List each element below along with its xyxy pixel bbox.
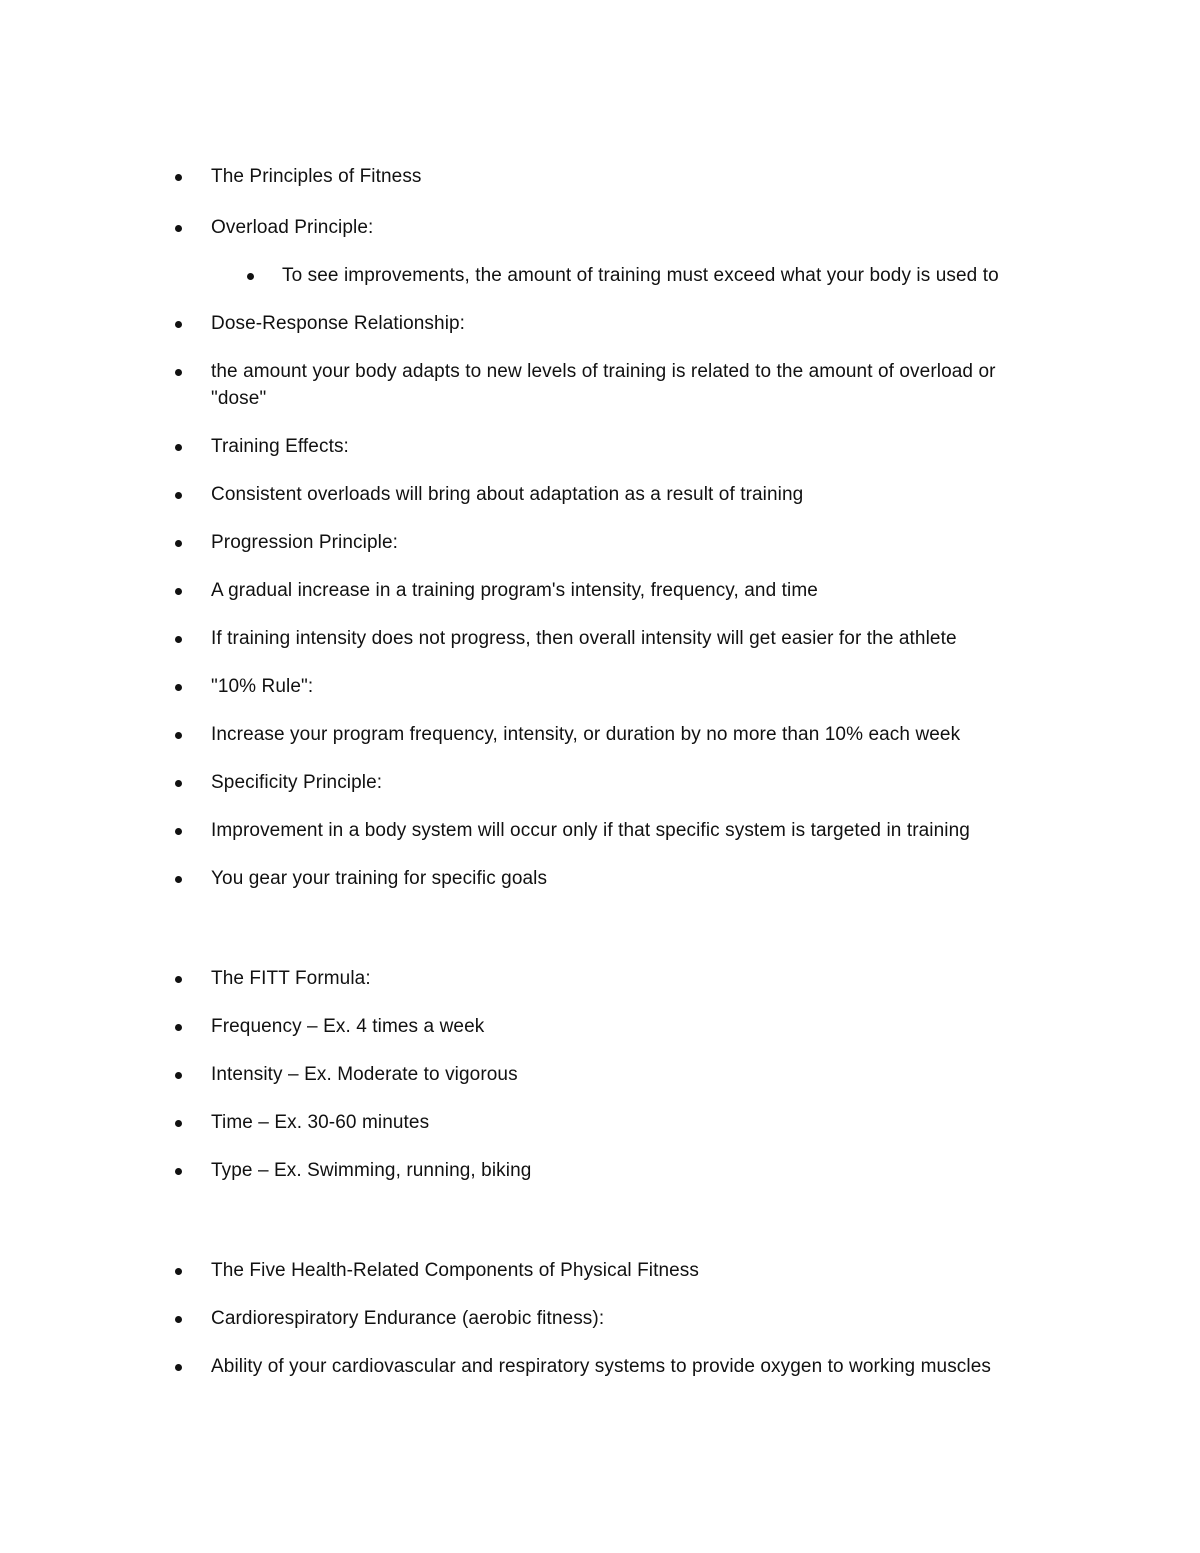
list-item-text: A gradual increase in a training program's intensity, frequency, and time xyxy=(211,580,818,601)
list-item-text: the amount your body adapts to new levels of training is related to the amount of overload or "dose" xyxy=(211,361,996,409)
bullet-icon xyxy=(175,321,182,328)
list-item xyxy=(211,1013,1051,1040)
list-item-text: If training intensity does not progress, then overall intensity will get easier for the athlete xyxy=(211,628,957,649)
list-item-text: Ability of your cardiovascular and respiratory systems to provide oxygen to working muscles xyxy=(211,1356,991,1377)
list-item-text: The Five Health-Related Components of Physical Fitness xyxy=(211,1260,700,1281)
bullet-icon xyxy=(175,976,182,983)
bullet-icon xyxy=(175,1120,182,1127)
list-item xyxy=(211,433,1051,460)
list-item-text: Frequency – Ex. 4 times a week xyxy=(211,1016,485,1037)
list-item xyxy=(211,358,1051,412)
list-item-text: Improvement in a body system will occur only if that specific system is targeted in training xyxy=(211,820,970,841)
bullet-icon xyxy=(175,225,182,232)
bullet-icon xyxy=(175,876,182,883)
list-item xyxy=(211,1157,1051,1184)
list-item-text: Time – Ex. 30-60 minutes xyxy=(211,1112,430,1133)
list-item xyxy=(211,965,1051,992)
list-item-text: Training Effects: xyxy=(211,436,349,457)
list-item-text: Type – Ex. Swimming, running, biking xyxy=(211,1160,532,1181)
list-item xyxy=(211,1305,1051,1332)
bullet-icon xyxy=(175,540,182,547)
bullet-icon xyxy=(175,684,182,691)
list-item xyxy=(211,1109,1051,1136)
list-item-text: Dose-Response Relationship: xyxy=(211,313,466,334)
bullet-icon xyxy=(175,1268,182,1275)
list-item-text: Specificity Principle: xyxy=(211,772,383,793)
list-item xyxy=(282,262,1122,289)
list-item xyxy=(211,1353,1051,1380)
list-item xyxy=(211,310,1051,337)
list-item xyxy=(211,577,1051,604)
bullet-icon xyxy=(175,732,182,739)
list-item xyxy=(211,721,1051,748)
list-item xyxy=(211,1257,1051,1284)
list-item xyxy=(211,163,1051,190)
list-item xyxy=(211,625,1051,652)
list-item-text: Consistent overloads will bring about adaptation as a result of training xyxy=(211,484,804,505)
list-item-text: Intensity – Ex. Moderate to vigorous xyxy=(211,1064,518,1085)
bullet-icon xyxy=(175,1316,182,1323)
list-item-text: "10% Rule": xyxy=(211,676,314,697)
bullet-icon xyxy=(175,828,182,835)
bullet-icon xyxy=(175,1364,182,1371)
list-item xyxy=(211,529,1051,556)
list-item xyxy=(211,481,1051,508)
list-item-text: The Principles of Fitness xyxy=(211,166,422,187)
bullet-icon xyxy=(175,492,182,499)
bullet-icon xyxy=(175,369,182,376)
list-item xyxy=(211,769,1051,796)
list-item-text: You gear your training for specific goals xyxy=(211,868,548,889)
list-item xyxy=(211,673,1051,700)
bullet-icon xyxy=(175,1024,182,1031)
bullet-icon xyxy=(247,273,254,280)
list-item xyxy=(211,817,1051,844)
list-item xyxy=(211,1061,1051,1088)
bullet-icon xyxy=(175,588,182,595)
list-item-text: Cardiorespiratory Endurance (aerobic fitness): xyxy=(211,1308,605,1329)
bullet-icon xyxy=(175,1168,182,1175)
list-item xyxy=(211,865,1051,892)
list-item xyxy=(211,214,1051,241)
list-item-text: The FITT Formula: xyxy=(211,968,371,989)
bullet-icon xyxy=(175,444,182,451)
bullet-icon xyxy=(175,174,182,181)
list-item-text: Overload Principle: xyxy=(211,217,374,238)
bullet-icon xyxy=(175,1072,182,1079)
list-item-text: To see improvements, the amount of training must exceed what your body is used to xyxy=(282,265,999,286)
list-item-text: Increase your program frequency, intensity, or duration by no more than 10% each week xyxy=(211,724,961,745)
bullet-icon xyxy=(175,780,182,787)
bullet-icon xyxy=(175,636,182,643)
list-item-text: Progression Principle: xyxy=(211,532,399,553)
